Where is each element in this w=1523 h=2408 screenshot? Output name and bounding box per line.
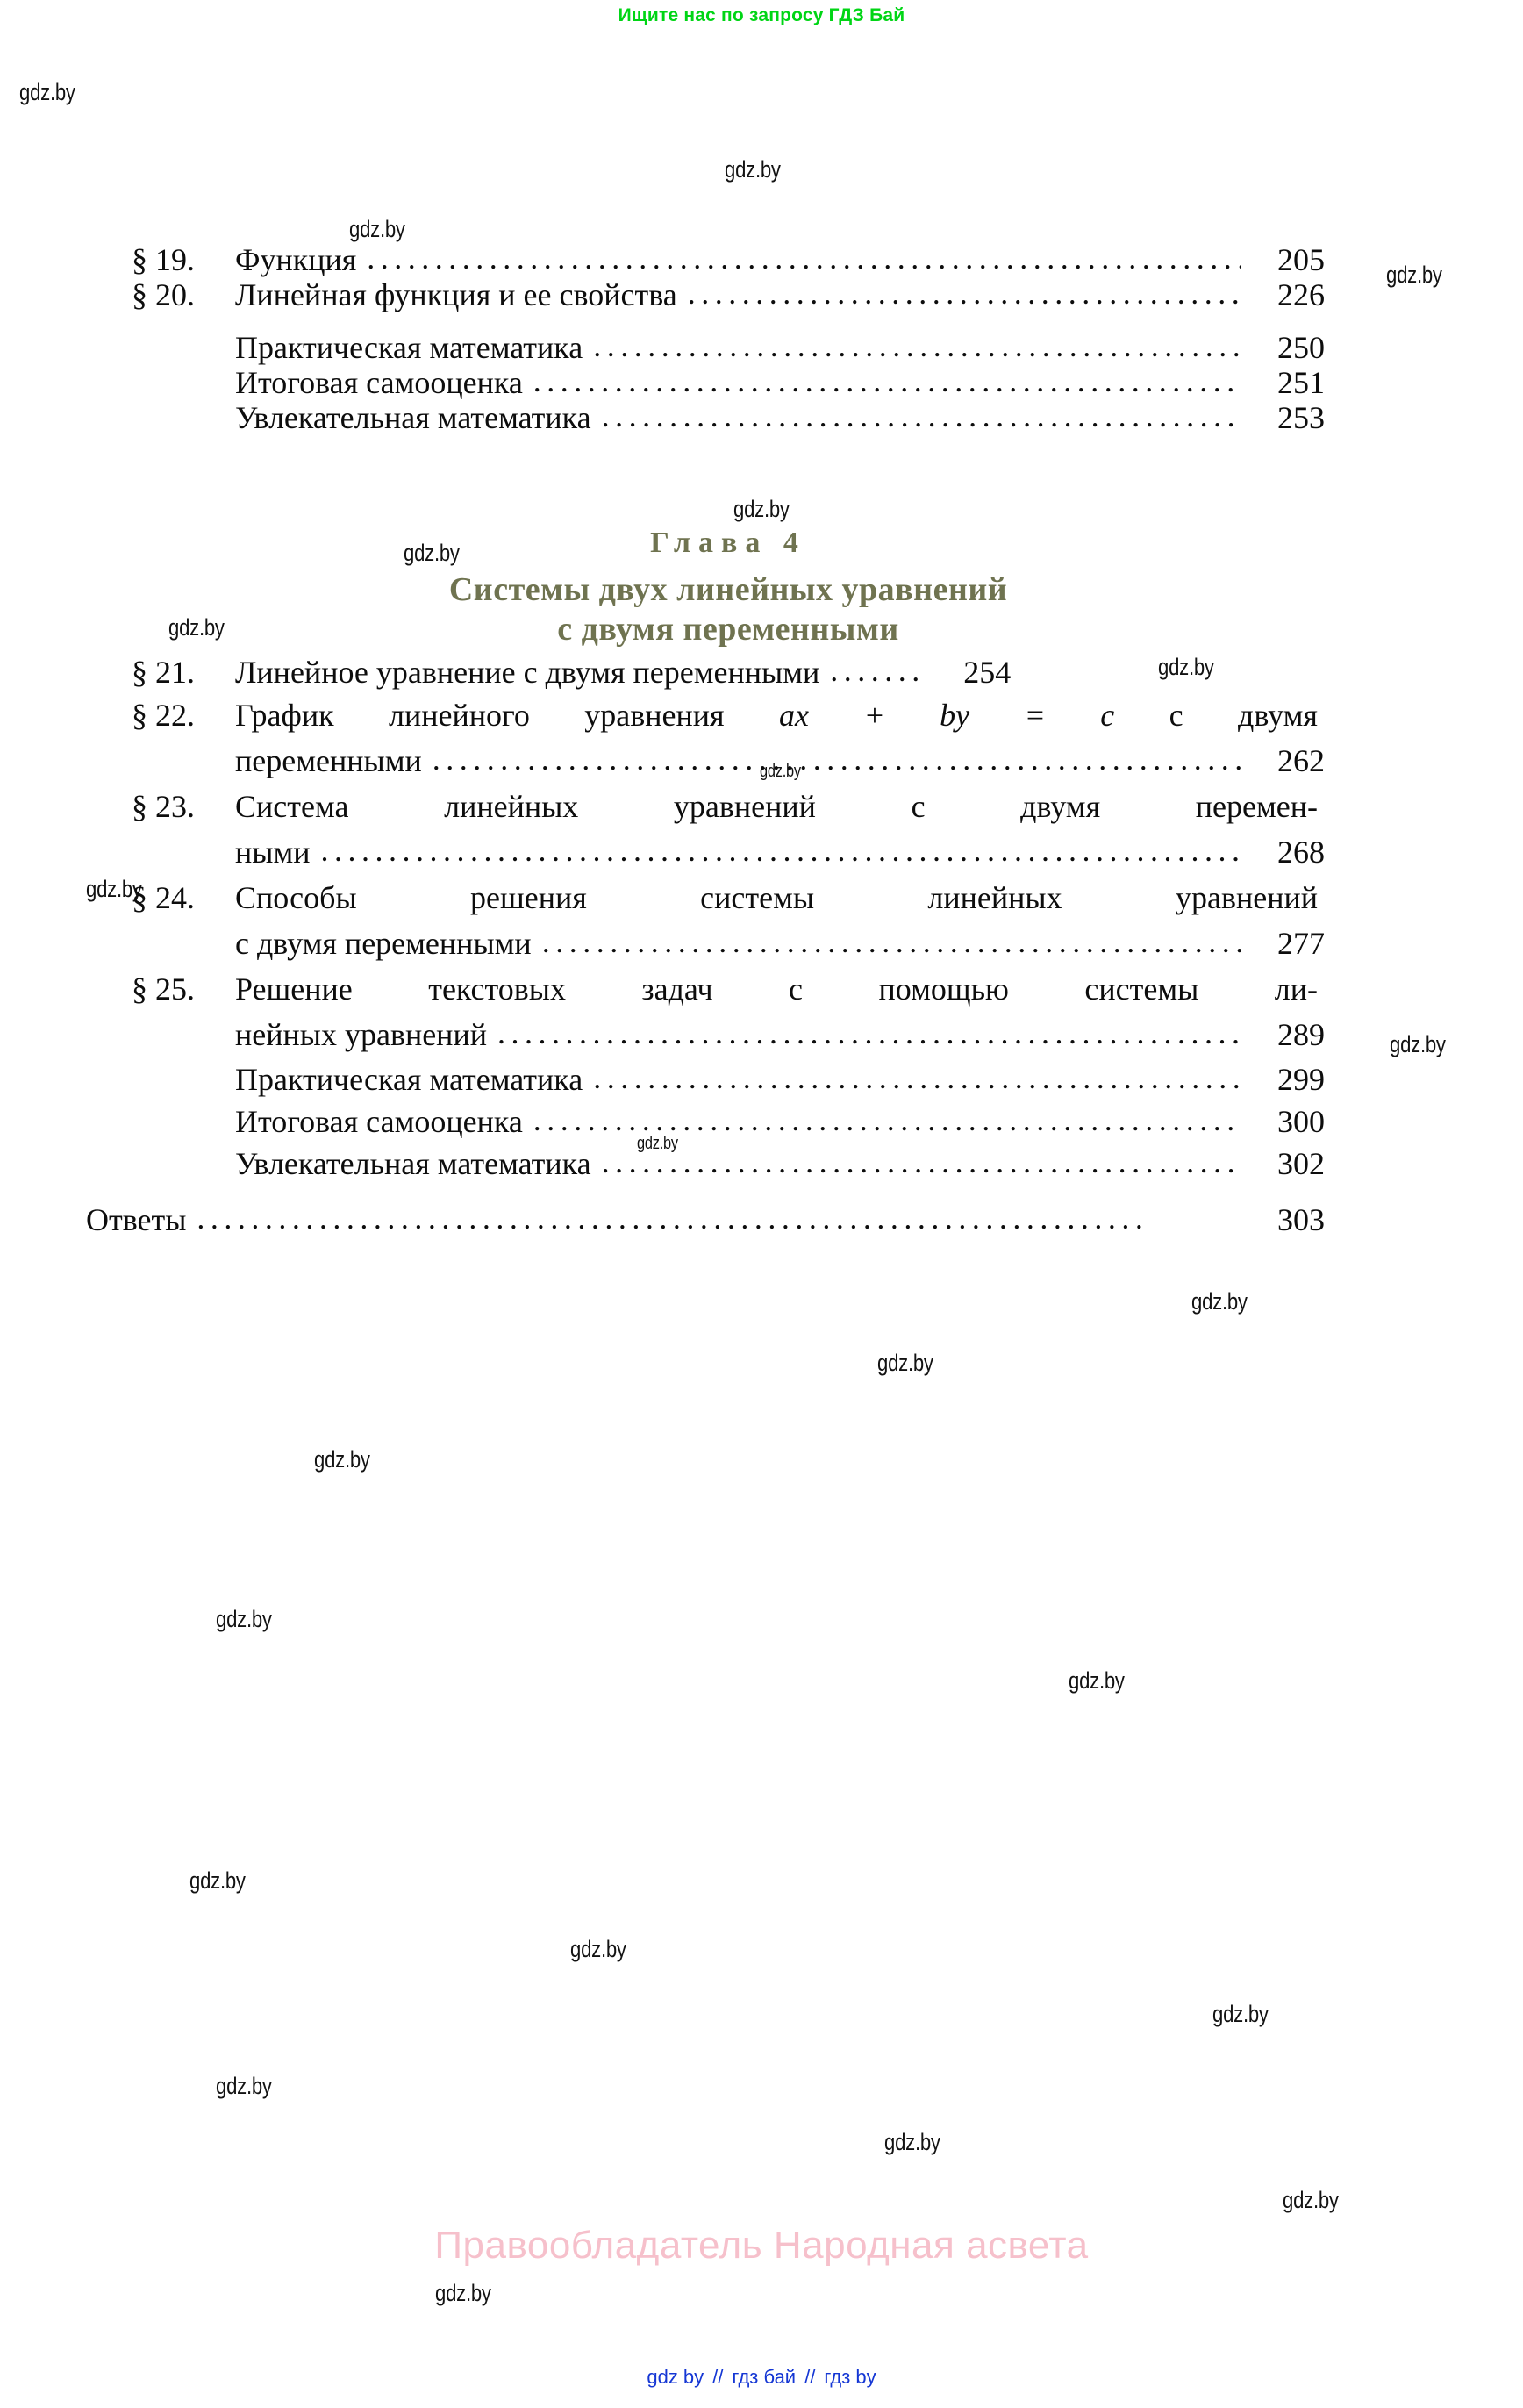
toc-entry[interactable]: [132, 1148, 1325, 1179]
toc-entry-title-line-2: переменными: [235, 743, 422, 778]
toc-entry-title: Практическая математика: [235, 330, 583, 365]
toc-entry-continuation[interactable]: [132, 1016, 1325, 1053]
watermark-gdz-by: gdz.by: [1069, 1667, 1125, 1694]
toc-entry-title-line-2: с двумя переменными: [235, 926, 532, 961]
toc-entry[interactable]: [132, 697, 1325, 734]
toc-entry[interactable]: [132, 279, 1325, 311]
bottom-link[interactable]: гдз by: [824, 2366, 876, 2388]
toc-page-number: 254: [963, 655, 1012, 690]
toc-title-text-b: с двумя: [1114, 698, 1318, 733]
watermark-gdz-by: gdz.by: [1283, 2187, 1339, 2213]
copyright-watermark: Правообладатель Народная асвета: [434, 2224, 1089, 2267]
toc-entry[interactable]: [132, 971, 1325, 1007]
toc-page-number: 303: [1277, 1202, 1325, 1237]
toc-section-number: § 19.: [132, 242, 195, 277]
toc-page-number: 262: [1277, 743, 1325, 778]
chapter-title-line-1: Системы двух линейных уравнений: [448, 571, 1008, 608]
toc-leader-dots: [367, 242, 1241, 274]
watermark-gdz-by: gdz.by: [349, 216, 405, 242]
watermark-gdz-by: gdz.by: [877, 1350, 933, 1376]
link-separator: //: [712, 2366, 724, 2388]
link-separator: //: [804, 2366, 816, 2388]
toc-entry-title-line-1: [235, 697, 1325, 734]
toc-leader-dots: [688, 277, 1241, 309]
toc-entry-continuation[interactable]: [132, 834, 1325, 871]
toc-entry-title-line-1: Решение текстовых задач с помощью системы ли-: [235, 971, 1318, 1007]
toc-entry[interactable]: [132, 788, 1325, 825]
promo-banner: Ищите нас по запросу ГДЗ Бай: [618, 5, 905, 25]
watermark-gdz-by: gdz.by: [1158, 654, 1214, 680]
toc-section-number: § 21.: [132, 655, 195, 690]
toc-entry-title: Линейная функция и ее свойства: [235, 277, 677, 312]
toc-page-number: 251: [1277, 365, 1325, 400]
toc-leader-dots: [533, 1104, 1241, 1136]
toc-title-text-a: График линейного уравнения: [235, 698, 780, 733]
toc-entry-continuation[interactable]: [132, 925, 1325, 962]
toc-leader-dots: [602, 400, 1241, 432]
toc-page-number: 300: [1277, 1104, 1325, 1139]
toc-entry[interactable]: [132, 332, 1325, 363]
watermark-gdz-by: gdz.by: [19, 79, 75, 105]
toc-page-number: 289: [1277, 1017, 1325, 1052]
toc-entry[interactable]: [132, 402, 1325, 434]
toc-entry-title: Увлекательная математика: [235, 1146, 591, 1181]
toc-entry-continuation[interactable]: [132, 742, 1325, 779]
toc-entry-title: Увлекательная математика: [235, 400, 591, 435]
chapter-heading: [132, 527, 1325, 649]
toc-leader-dots: [533, 365, 1241, 397]
toc-page-number: 299: [1277, 1062, 1325, 1097]
toc-entry-title: Практическая математика: [235, 1062, 583, 1097]
watermark-gdz-by: gdz.by: [216, 2073, 272, 2099]
watermark-gdz-by: gdz.by: [1191, 1288, 1248, 1315]
table-of-contents-upper: [132, 244, 1325, 434]
watermark-gdz-by: gdz.by: [1390, 1031, 1446, 1057]
toc-entry-answers[interactable]: [86, 1202, 1325, 1237]
toc-entry-title-line-2: нейных уравнений: [235, 1017, 487, 1052]
watermark-gdz-by: gdz.by: [884, 2129, 940, 2155]
toc-entry-title: Функция: [235, 242, 357, 277]
toc-leader-dots: [593, 1062, 1241, 1093]
chapter-title-line-2: с двумя переменными: [557, 610, 899, 648]
bottom-link[interactable]: gdz by: [647, 2366, 704, 2388]
toc-leader-dots: [542, 923, 1241, 960]
watermark-gdz-by: gdz.by: [760, 762, 801, 781]
bottom-link-bar[interactable]: [0, 2366, 1523, 2389]
watermark-gdz-by: gdz.by: [168, 614, 225, 641]
toc-entry[interactable]: [132, 367, 1325, 398]
watermark-gdz-by: gdz.by: [189, 1867, 246, 1894]
bottom-link[interactable]: гдз бай: [732, 2366, 797, 2388]
toc-entry-title: Итоговая самооценка: [235, 365, 523, 400]
toc-title-math: ax + by = c: [779, 698, 1115, 733]
toc-section-number: § 23.: [132, 789, 195, 824]
toc-page-number: 253: [1277, 400, 1325, 435]
toc-page-number: 226: [1277, 277, 1325, 312]
chapter-label: Глава 4: [650, 527, 806, 559]
toc-entry-title: Линейное уравнение с двумя переменными: [235, 655, 820, 690]
toc-entry[interactable]: [132, 879, 1325, 916]
toc-entry-title: Итоговая самооценка: [235, 1104, 523, 1139]
toc-entry[interactable]: [132, 1064, 1325, 1095]
watermark-gdz-by: gdz.by: [637, 1134, 678, 1153]
toc-entry[interactable]: [132, 656, 1325, 688]
toc-page-number: 250: [1277, 330, 1325, 365]
toc-section-number: § 22.: [132, 698, 195, 733]
toc-leader-dots: [593, 330, 1241, 362]
watermark-gdz-by: gdz.by: [314, 1446, 370, 1473]
toc-entry-title-line-1: Способы решения системы линейных уравнений: [235, 880, 1318, 915]
watermark-gdz-by: gdz.by: [404, 540, 460, 566]
toc-leader-dots: [497, 1014, 1241, 1051]
toc-entry-title-line-1: Система линейных уравнений с двумя перемен-: [235, 789, 1318, 824]
toc-entry[interactable]: [132, 244, 1325, 276]
toc-page-number: 302: [1277, 1146, 1325, 1181]
watermark-gdz-by: gdz.by: [1386, 262, 1442, 288]
toc-entry-title-line-2: ными: [235, 835, 311, 870]
watermark-gdz-by: gdz.by: [216, 1606, 272, 1632]
watermark-gdz-by: gdz.by: [733, 496, 790, 522]
toc-page-number: 205: [1277, 242, 1325, 277]
toc-section-number: § 20.: [132, 277, 195, 312]
toc-entry[interactable]: [132, 1106, 1325, 1137]
toc-leader-dots: [321, 832, 1241, 869]
watermark-gdz-by: gdz.by: [435, 2280, 491, 2306]
toc-page-number: 268: [1277, 835, 1325, 870]
watermark-gdz-by: gdz.by: [570, 1936, 626, 1962]
toc-entry-title: Ответы: [86, 1202, 187, 1237]
watermark-gdz-by: gdz.by: [86, 876, 142, 902]
watermark-gdz-by: gdz.by: [725, 156, 781, 183]
watermark-gdz-by: gdz.by: [1212, 2001, 1269, 2027]
toc-section-number: § 24.: [132, 880, 195, 915]
toc-leader-dots: [433, 741, 1241, 778]
toc-leader-dots: [830, 655, 926, 686]
toc-section-number: § 25.: [132, 971, 195, 1007]
toc-leader-dots: [197, 1202, 1241, 1234]
toc-leader-dots: [602, 1146, 1241, 1178]
toc-page-number: 277: [1277, 926, 1325, 961]
